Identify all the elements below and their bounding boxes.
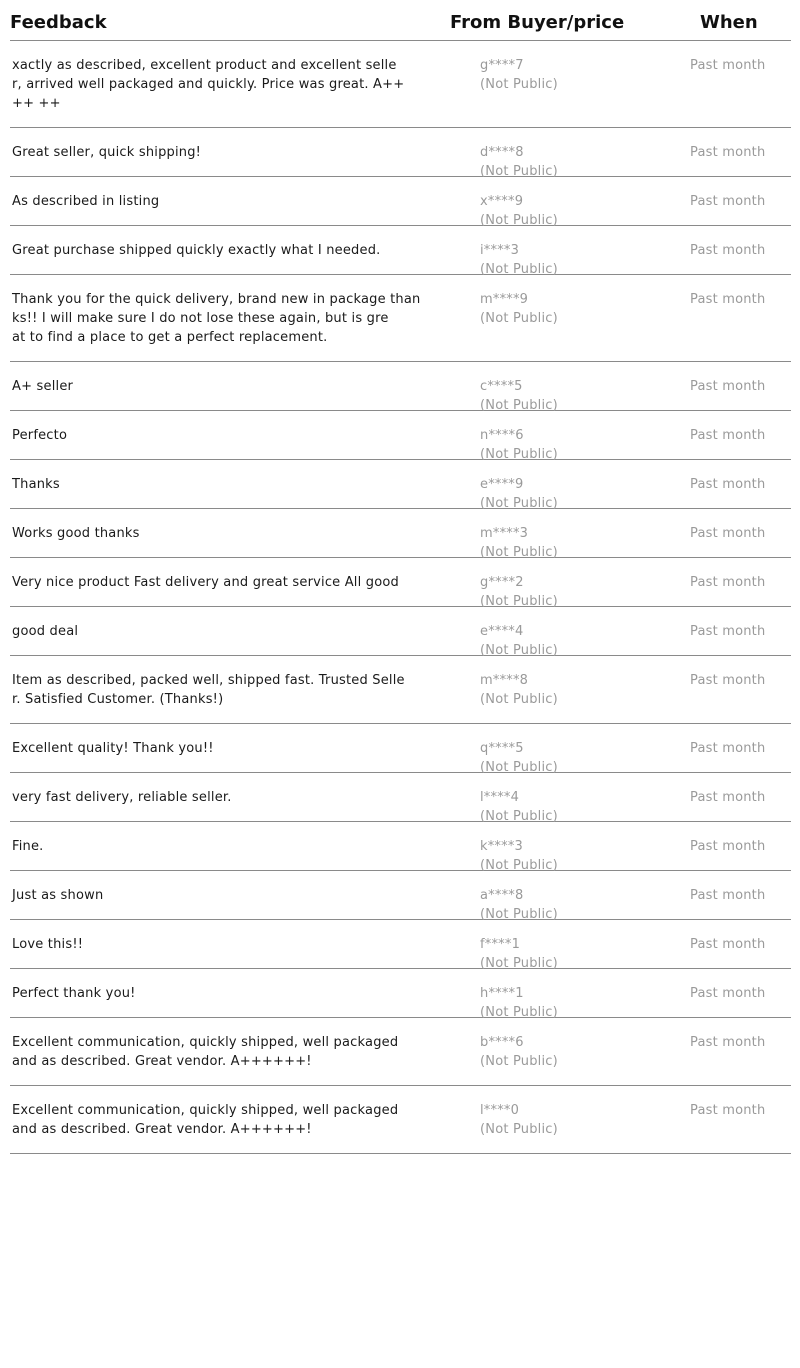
table-row (10, 558, 791, 607)
price-text: (Not Public) (480, 496, 558, 511)
table-row (10, 362, 791, 411)
price-text: (Not Public) (480, 809, 558, 824)
buyer-id: b****6 (480, 1035, 524, 1050)
feedback-text: Perfect thank you! (12, 986, 136, 1001)
buyer-cell (480, 622, 558, 660)
when-text: Past month (690, 292, 766, 307)
price-text: (Not Public) (480, 77, 558, 92)
when-text: Past month (690, 888, 766, 903)
table-row (10, 1086, 791, 1154)
buyer-id: h****1 (480, 986, 524, 1001)
buyer-cell (480, 573, 558, 611)
feedback-text: very fast delivery, reliable seller. (12, 790, 232, 805)
buyer-id: g****7 (480, 58, 524, 73)
buyer-cell (480, 1033, 558, 1071)
buyer-id: q****5 (480, 741, 524, 756)
column-header-feedback[interactable]: Feedback (10, 12, 107, 33)
price-text: (Not Public) (480, 164, 558, 179)
table-row (10, 871, 791, 920)
buyer-id: g****2 (480, 575, 524, 590)
price-text: (Not Public) (480, 907, 558, 922)
price-text: (Not Public) (480, 858, 558, 873)
table-row (10, 920, 791, 969)
column-header-buyer-price[interactable]: From Buyer/price (450, 12, 625, 33)
feedback-text: Perfecto (12, 428, 68, 443)
price-text: (Not Public) (480, 447, 558, 462)
feedback-text: Very nice product Fast delivery and great service All good (12, 575, 399, 590)
buyer-cell (480, 984, 558, 1022)
price-text: (Not Public) (480, 760, 558, 775)
feedback-text: Excellent communication, quickly shipped, well packaged and as described. Great vendor. A++++++! (12, 1103, 399, 1137)
table-row (10, 177, 791, 226)
when-text: Past month (690, 243, 766, 258)
price-text: (Not Public) (480, 1054, 558, 1069)
buyer-cell (480, 426, 558, 464)
buyer-cell (480, 241, 558, 279)
buyer-id: i****3 (480, 243, 520, 258)
price-text: (Not Public) (480, 398, 558, 413)
table-row (10, 822, 791, 871)
table-row (10, 509, 791, 558)
feedback-text: good deal (12, 624, 79, 639)
table-row (10, 1018, 791, 1086)
table-row (10, 773, 791, 822)
feedback-text: Great purchase shipped quickly exactly what I needed. (12, 243, 381, 258)
buyer-id: l****4 (480, 790, 520, 805)
price-text: (Not Public) (480, 594, 558, 609)
buyer-cell (480, 56, 558, 94)
table-row (10, 607, 791, 656)
buyer-id: k****3 (480, 839, 523, 854)
table-row (10, 724, 791, 773)
when-text: Past month (690, 937, 766, 952)
feedback-text: Thanks (12, 477, 60, 492)
buyer-cell (480, 671, 558, 709)
buyer-cell (480, 739, 558, 777)
price-text: (Not Public) (480, 311, 558, 326)
price-text: (Not Public) (480, 545, 558, 560)
buyer-id: f****1 (480, 937, 521, 952)
feedback-text: Fine. (12, 839, 44, 854)
column-header-when[interactable]: When (700, 12, 758, 33)
table-row (10, 460, 791, 509)
buyer-cell (480, 837, 558, 875)
when-text: Past month (690, 575, 766, 590)
buyer-id: m****8 (480, 673, 529, 688)
buyer-cell (480, 935, 558, 973)
when-text: Past month (690, 379, 766, 394)
when-text: Past month (690, 58, 766, 73)
feedback-text: Just as shown (12, 888, 104, 903)
buyer-id: l****0 (480, 1103, 520, 1118)
buyer-cell (480, 143, 558, 181)
when-text: Past month (690, 145, 766, 160)
price-text: (Not Public) (480, 956, 558, 971)
buyer-cell (480, 886, 558, 924)
feedback-text: As described in listing (12, 194, 160, 209)
price-text: (Not Public) (480, 1005, 558, 1020)
buyer-id: e****4 (480, 624, 524, 639)
when-text: Past month (690, 839, 766, 854)
when-text: Past month (690, 673, 766, 688)
when-text: Past month (690, 194, 766, 209)
price-text: (Not Public) (480, 643, 558, 658)
buyer-cell (480, 788, 558, 826)
feedback-text: Great seller, quick shipping! (12, 145, 202, 160)
feedback-text: Love this!! (12, 937, 84, 952)
feedback-text: Thank you for the quick delivery, brand new in package than ks!! I will make sure I do not lose these again, but is gre at to find a place to get a perfect replacement. (12, 292, 421, 345)
when-text: Past month (690, 526, 766, 541)
feedback-text: Works good thanks (12, 526, 140, 541)
buyer-cell (480, 192, 558, 230)
table-row (10, 411, 791, 460)
buyer-id: m****3 (480, 526, 529, 541)
table-row (10, 275, 791, 362)
buyer-cell (480, 475, 558, 513)
buyer-id: a****8 (480, 888, 524, 903)
when-text: Past month (690, 624, 766, 639)
buyer-cell (480, 1101, 558, 1139)
buyer-id: d****8 (480, 145, 524, 160)
buyer-id: c****5 (480, 379, 523, 394)
when-text: Past month (690, 1103, 766, 1118)
table-row (10, 969, 791, 1018)
table-row (10, 656, 791, 724)
table-row (10, 128, 791, 177)
buyer-id: x****9 (480, 194, 524, 209)
feedback-text: Excellent quality! Thank you!! (12, 741, 214, 756)
buyer-cell (480, 524, 558, 562)
price-text: (Not Public) (480, 1122, 558, 1137)
buyer-id: m****9 (480, 292, 529, 307)
buyer-id: e****9 (480, 477, 524, 492)
feedback-text: xactly as described, excellent product and excellent selle r, arrived well packaged and quickly. Price was great. A++ ++ ++ (12, 58, 405, 111)
when-text: Past month (690, 1035, 766, 1050)
table-header (10, 0, 791, 41)
feedback-text: A+ seller (12, 379, 74, 394)
feedback-text: Item as described, packed well, shipped fast. Trusted Selle r. Satisfied Customer. (Thanks!) (12, 673, 405, 707)
buyer-cell (480, 290, 558, 328)
price-text: (Not Public) (480, 213, 558, 228)
when-text: Past month (690, 428, 766, 443)
when-text: Past month (690, 986, 766, 1001)
feedback-table (10, 0, 791, 1154)
when-text: Past month (690, 741, 766, 756)
price-text: (Not Public) (480, 692, 558, 707)
buyer-id: n****6 (480, 428, 524, 443)
price-text: (Not Public) (480, 262, 558, 277)
when-text: Past month (690, 790, 766, 805)
table-row (10, 41, 791, 128)
buyer-cell (480, 377, 558, 415)
feedback-text: Excellent communication, quickly shipped, well packaged and as described. Great vendor. A++++++! (12, 1035, 399, 1069)
when-text: Past month (690, 477, 766, 492)
table-row (10, 226, 791, 275)
